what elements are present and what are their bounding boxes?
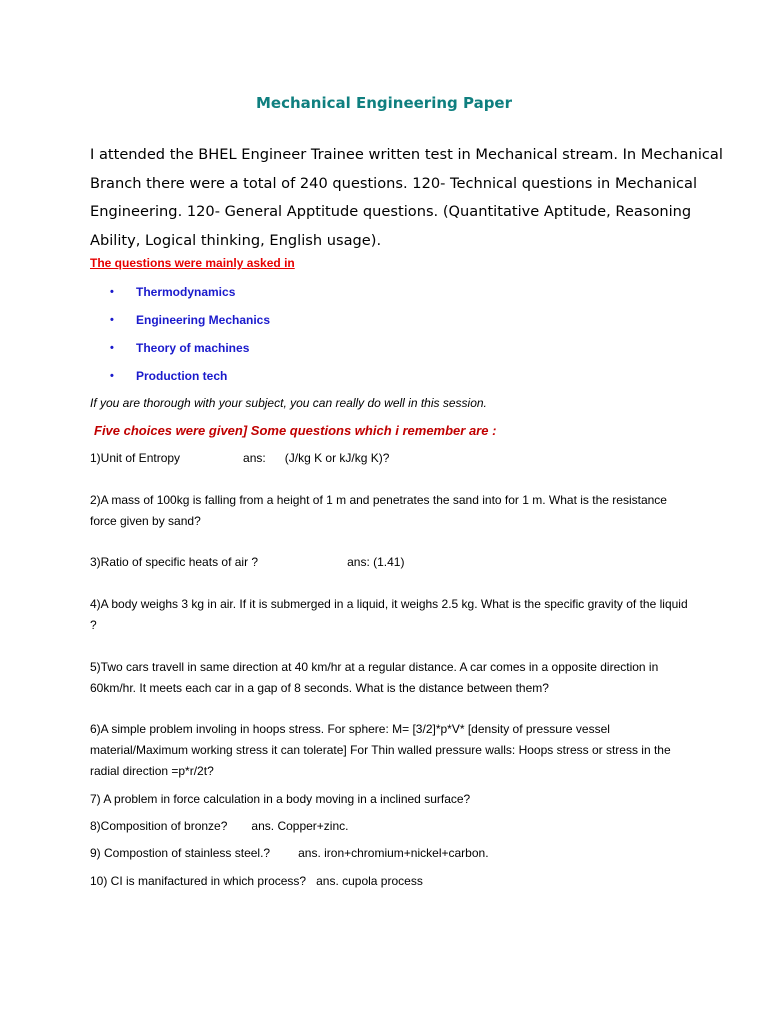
question-text: 5)Two cars travell in same direction at 40 km/hr at a regular distance. A car comes in a opposite direction in 60km/hr. It meets each car in a gap of 8 seconds. What is the distance between them? <box>90 660 659 695</box>
list-item <box>110 282 270 310</box>
list-item <box>110 310 270 338</box>
answer-text: (J/kg K or kJ/kg K)? <box>284 451 390 465</box>
question-text: 6)A simple problem involing in hoops stress. For sphere: M= [3/2]*p*V* [density of pressure vessel material/Maximum working stress it can tolerate] For Thin walled pressure walls: Hoops stress or stress in the radial direction =p*r/2t? <box>90 722 671 778</box>
question-3 <box>90 552 690 573</box>
topic-label: Engineering Mechanics <box>136 313 271 327</box>
bullet-icon: • <box>110 370 114 382</box>
topic-label: Thermodynamics <box>136 285 236 299</box>
question-text: 2)A mass of 100kg is falling from a height of 1 m and penetrates the sand into for 1 m. What is the resistance force given by sand? <box>90 493 667 528</box>
page-title: Mechanical Engineering Paper <box>255 94 513 112</box>
list-item <box>110 366 270 394</box>
note-text: If you are thorough with your subject, you can really do well in this session. <box>90 396 487 410</box>
question-text: 10) CI is manifactured in which process? <box>90 874 307 888</box>
answer-text: ans. cupola process <box>316 874 423 888</box>
topic-label: Theory of machines <box>136 341 250 355</box>
question-6 <box>90 719 690 782</box>
question-text: 4)A body weighs 3 kg in air. If it is submerged in a liquid, it weighs 2.5 kg. What is the specific gravity of the liquid ? <box>90 597 688 632</box>
topics-subheading: The questions were mainly asked in <box>90 256 295 270</box>
answer-label: ans: <box>243 451 266 465</box>
question-1 <box>90 448 690 469</box>
question-8 <box>90 816 690 837</box>
question-text: 7) A problem in force calculation in a body moving in a inclined surface? <box>90 792 471 806</box>
answer-text: ans. iron+chromium+nickel+carbon. <box>298 846 489 860</box>
bullet-icon: • <box>110 342 114 354</box>
intro-paragraph: I attended the BHEL Engineer Trainee written test in Mechanical stream. In Mechanical Branch there were a total of 240 questions. 120- Technical questions in Mechanical Engineering. 120- General Apptitude questions. (Quantitative Aptitude, Reasoning Ability, Logical thinking, English usage). <box>90 146 723 250</box>
question-text: 3)Ratio of specific heats of air ? <box>90 555 259 569</box>
topics-list <box>110 282 270 394</box>
question-text: 8)Composition of bronze? <box>90 819 228 833</box>
question-text: 1)Unit of Entropy <box>90 451 181 465</box>
question-4 <box>90 594 690 636</box>
bullet-icon: • <box>110 286 114 298</box>
bullet-icon: • <box>110 314 114 326</box>
question-5 <box>90 657 690 699</box>
answer-text: ans. Copper+zinc. <box>251 819 349 833</box>
question-2 <box>90 490 690 532</box>
question-9 <box>90 843 690 864</box>
list-item <box>110 338 270 366</box>
question-text: 9) Compostion of stainless steel.? <box>90 846 271 860</box>
question-7 <box>90 789 690 810</box>
answer-text: ans: (1.41) <box>347 555 405 569</box>
choices-heading: Five choices were given] Some questions which i remember are : <box>94 423 497 438</box>
topic-label: Production tech <box>136 369 228 383</box>
question-10 <box>90 871 690 892</box>
